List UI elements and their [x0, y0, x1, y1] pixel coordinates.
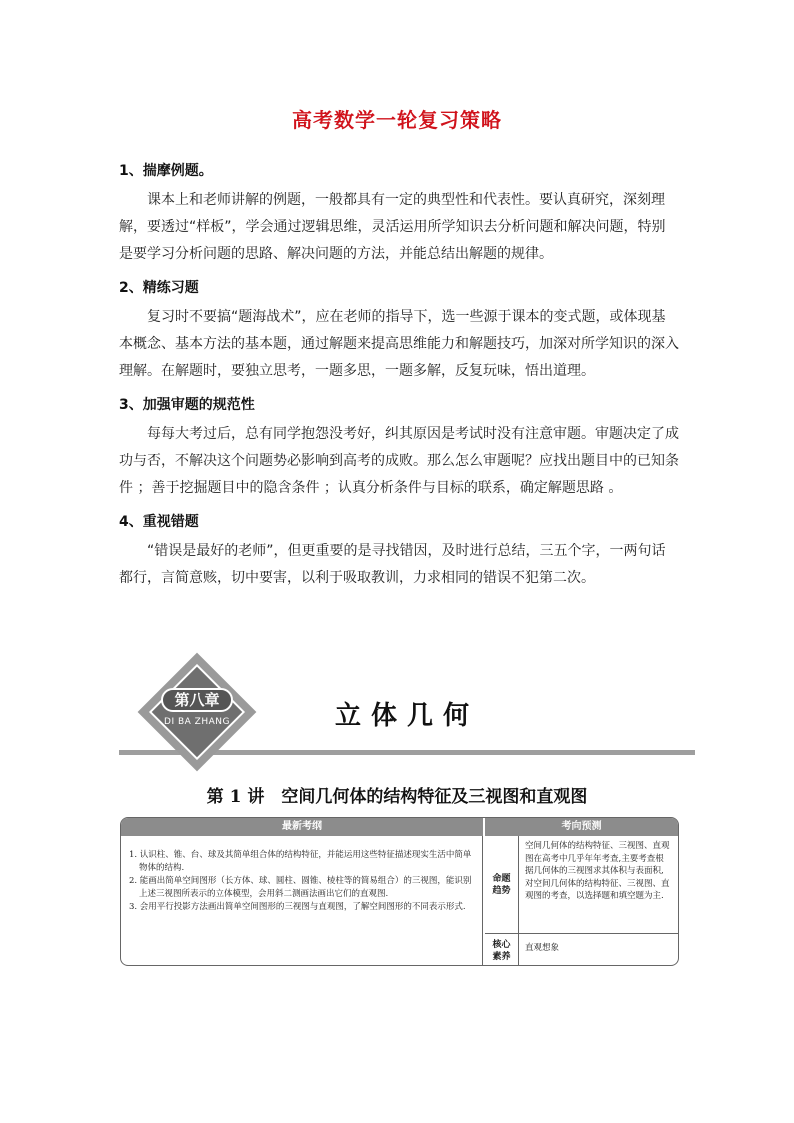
- lecture-title: 第 1 讲 空间几何体的结构特征及三视图和直观图: [206, 787, 588, 807]
- section-heading-4: 4、重视错题: [119, 514, 199, 530]
- section-paragraph-4: “错误是最好的老师”，但更重要的是寻找错因，及时进行总结，三五个字，一两句话都行，言简意赅，切中要害，以利于吸取教训，力求相同的错误不犯第二次。: [119, 543, 666, 586]
- header-latest-outline: 最新考纲: [121, 818, 485, 836]
- outline-item: 2. 能画出简单空间图形（长方体、球、圆柱、圆锥、棱柱等的简易组合）的三视图，能识别上述三视图所表示的立体模型，会用斜二测画法画出它们的直观图.: [129, 876, 472, 899]
- section-heading-3: 3、加强审题的规范性: [119, 397, 255, 413]
- section-heading-2: 2、精练习题: [119, 280, 199, 296]
- page-title: 高考数学一轮复习策略: [292, 108, 502, 132]
- header-exam-forecast: 考向预测: [485, 818, 678, 836]
- syllabus-table: [120, 817, 679, 966]
- row-label-trend: 命题趋势: [485, 836, 519, 933]
- row-value-trend: 空间几何体的结构特征、三视图、直观图在高考中几乎年年考查,主要考查根据几何体的三视图求其体积与表面积,对空间几何体的结构特征、三视图、直观图的考查，以选择题和填空题为主.: [525, 841, 670, 901]
- chapter-pinyin: DI BA ZHANG: [164, 717, 230, 727]
- row-value-literacy: 直观想象: [525, 943, 560, 953]
- chapter-badge: 第八章: [161, 688, 233, 712]
- section-paragraph-2: 复习时不要搞“题海战术”，应在老师的指导下，选一些源于课本的变式题，或体现基本概念、基本方法的基本题，通过解题来提高思维能力和解题技巧，加深对所学知识的深入理解。在解题时，要独立思考，一题多思，一题多解，反复玩味，悟出道理。: [119, 309, 679, 379]
- outline-item: 3. 会用平行投影方法画出简单空间图形的三视图与直观图，了解空间图形的不同表示形式.: [129, 902, 466, 912]
- outline-list: [121, 836, 483, 965]
- section-paragraph-1: 课本上和老师讲解的例题，一般都具有一定的典型性和代表性。要认真研究，深刻理解，要透过“样板”，学会通过逻辑思维，灵活运用所学知识去分析问题和解决问题，特别是要学习分析问题的思路、解决问题的方法，并能总结出解题的规律。: [119, 192, 666, 262]
- row-label-literacy: 核心素养: [485, 934, 519, 966]
- outline-item: 1. 认识柱、锥、台、球及其简单组合体的结构特征，并能运用这些特征描述现实生活中简单物体的结构.: [129, 850, 472, 873]
- section-heading-1: 1、揣摩例题。: [119, 163, 213, 179]
- chapter-title: 立体几何: [334, 701, 479, 731]
- section-paragraph-3: 每每大考过后，总有同学抱怨没考好，纠其原因是考试时没有注意审题。审题决定了成功与否，不解决这个问题势必影响到高考的成败。那么怎么审题呢？应找出题目中的已知条件 ；善于挖掘题目中的隐含条件 ；认真分析条件与目标的联系，确定解题思路 。: [119, 426, 679, 496]
